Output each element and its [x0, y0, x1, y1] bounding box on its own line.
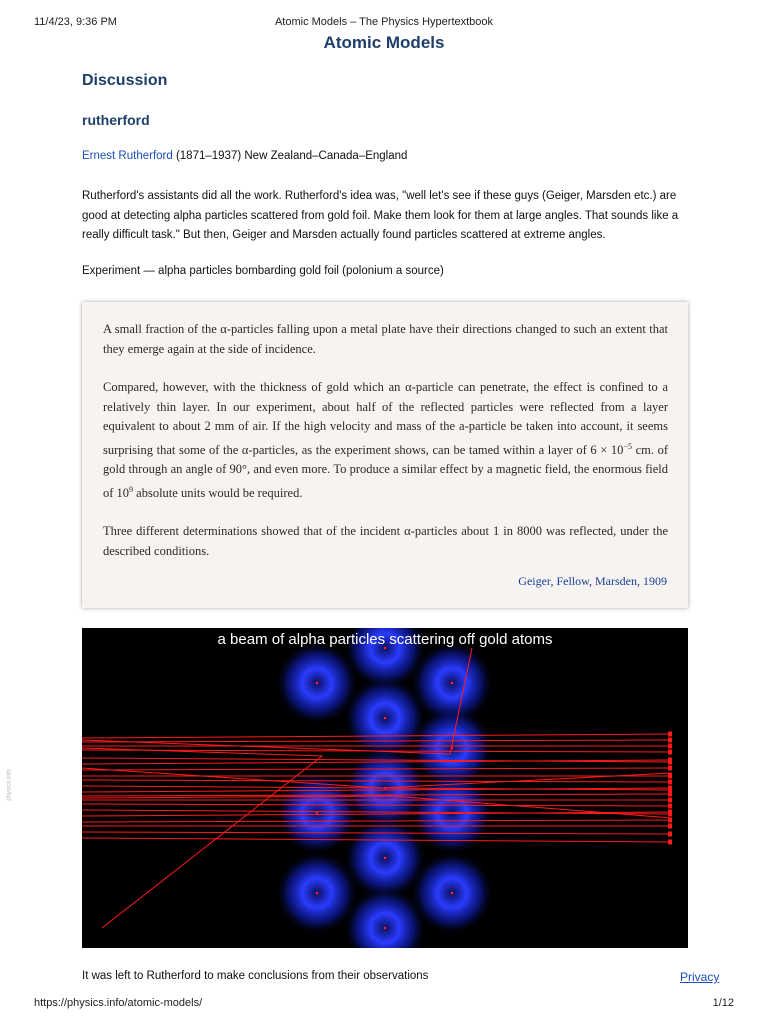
- arrowhead: [668, 840, 672, 845]
- print-header: [34, 16, 734, 30]
- quote-p2-part-a: Compared, however, with the thickness of gold which an α-particle can penetrate, the effect is confined to a relatively thin layer. In our experiment, about half of the reflected particles were reflected from a layer equivalent to about 2 mm of air. If the high velocity and mass of the a-particle be taken into account, it seems surprising that some of the α-particles, as the experiment shows, can be tamed within a layer of 6 × 10: [103, 380, 668, 457]
- bio-details: (1871–1937) New Zealand–Canada–England: [172, 150, 408, 162]
- gold-nucleus: [451, 682, 454, 685]
- arrowhead: [668, 810, 672, 815]
- gold-nucleus: [384, 717, 387, 720]
- page-title: Atomic Models: [323, 33, 445, 52]
- arrowhead: [668, 832, 672, 837]
- quote-paragraph-1: A small fraction of the α-particles falling upon a metal plate have their directions changed to such an extent that they emerge again at the side of incidence.: [103, 322, 668, 356]
- scattering-simulation: [82, 628, 688, 948]
- arrowhead: [668, 732, 672, 737]
- quote-citation[interactable]: Geiger, Fellow, Marsden, 1909: [518, 574, 667, 588]
- subsection-heading: rutherford: [82, 112, 150, 128]
- simulation-watermark: physics.info: [6, 769, 13, 801]
- quote-p2-part-b: cm. of gold through an angle of 90°, and even more. To produce a similar effect by a magnetic field, the enormous field of 10: [103, 442, 669, 500]
- arrowhead: [668, 766, 672, 771]
- print-footer: [34, 997, 734, 1011]
- quote-exponent-1: −5: [623, 441, 632, 451]
- gold-nucleus: [316, 682, 319, 685]
- arrowhead: [668, 750, 672, 755]
- simulation-caption: a beam of alpha particles scattering off gold atoms: [217, 631, 553, 648]
- quote-paragraph-3: Three different determinations showed that of the incident α-particles about 1 in 8000 was reflected, under the described conditions.: [103, 524, 668, 558]
- arrowhead: [668, 774, 672, 779]
- gold-nucleus: [384, 927, 387, 930]
- print-document-title: Atomic Models – The Physics Hypertextbook: [274, 16, 494, 28]
- print-url: https://physics.info/atomic-models/: [34, 997, 203, 1009]
- discussion-paragraph: Rutherford's assistants did all the work. Rutherford's idea was, "well let's see if these guys (Geiger, Marsden etc.) are good at detecting alpha particles scattered from gold foil. Make them look for them at large angles. That sounds like a really difficult task." But then, Geiger and Marsden actually found particles scattered at extreme angles.: [82, 190, 679, 241]
- arrowhead: [668, 798, 672, 803]
- quote-p2-part-c: absolute units would be required.: [133, 485, 303, 500]
- bio-line: [82, 150, 407, 162]
- print-page-number: 1/12: [712, 997, 734, 1009]
- arrowhead: [668, 744, 672, 749]
- arrowhead: [668, 758, 672, 763]
- quote-box: [82, 302, 688, 608]
- arrowhead: [668, 824, 672, 829]
- gold-nucleus: [316, 892, 319, 895]
- arrowhead: [668, 738, 672, 743]
- section-heading: Discussion: [82, 72, 168, 89]
- arrowhead: [668, 786, 672, 791]
- quote-paragraph-2: [103, 378, 668, 503]
- experiment-line: Experiment — alpha particles bombarding gold foil (polonium a source): [82, 265, 444, 277]
- arrowhead: [668, 780, 672, 785]
- gold-nucleus: [384, 857, 387, 860]
- print-datetime: 11/4/23, 9:36 PM: [34, 16, 117, 28]
- closing-line: It was left to Rutherford to make conclusions from their observations: [82, 970, 429, 982]
- gold-nucleus: [451, 892, 454, 895]
- quote-exponent-2: 9: [129, 484, 134, 494]
- simulation-canvas: [82, 628, 688, 948]
- privacy-link[interactable]: Privacy: [680, 970, 720, 984]
- arrowhead: [668, 804, 672, 809]
- rutherford-link[interactable]: Ernest Rutherford: [82, 150, 173, 162]
- arrowhead: [668, 792, 672, 797]
